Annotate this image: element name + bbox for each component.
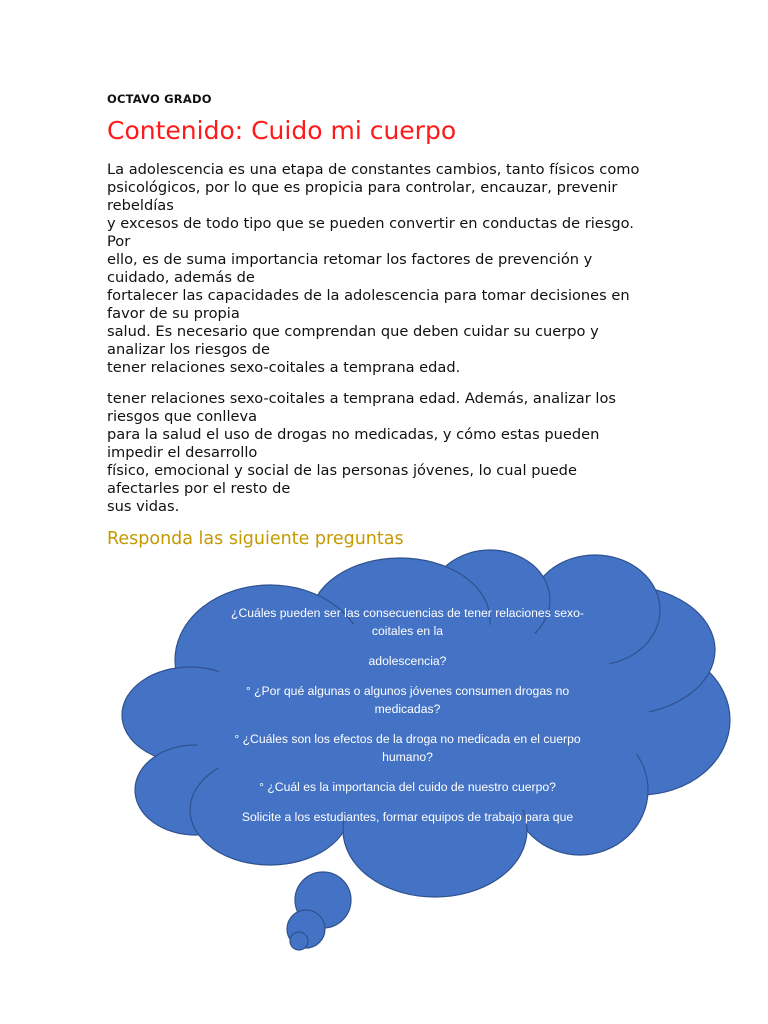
question-line: medicadas? <box>374 702 441 716</box>
paragraph-line: analizar los riesgos de <box>107 341 271 358</box>
paragraph-line: Por <box>107 233 131 250</box>
question-line: coitales en la <box>371 624 444 638</box>
question-line: ° ¿Por qué algunas o algunos jóvenes consumen drogas no <box>245 684 570 698</box>
cloud-tail-bubbles <box>287 872 351 950</box>
paragraph-line: impedir el desarrollo <box>107 444 258 461</box>
questions-heading: Responda las siguiente preguntas <box>107 529 404 549</box>
paragraph-line: tener relaciones sexo-coitales a temprana edad. <box>107 359 461 376</box>
question-line: adolescencia? <box>368 654 447 668</box>
paragraph-line: La adolescencia es una etapa de constantes cambios, tanto físicos como <box>107 161 640 178</box>
paragraph-line: ello, es de suma importancia retomar los factores de prevención y <box>107 251 593 268</box>
paragraph-line: psicológicos, por lo que es propicia para controlar, encauzar, prevenir <box>107 179 618 196</box>
paragraph-line: físico, emocional y social de las personas jóvenes, lo cual puede <box>107 462 577 479</box>
paragraph-line: cuidado, además de <box>107 269 255 286</box>
grade-label: OCTAVO GRADO <box>107 92 212 106</box>
question-line: ° ¿Cuáles son los efectos de la droga no medicada en el cuerpo <box>234 732 581 746</box>
page-title: Contenido: Cuido mi cuerpo <box>107 116 457 145</box>
paragraph-line: para la salud el uso de drogas no medicadas, y cómo estas pueden <box>107 426 600 443</box>
question-line: humano? <box>382 750 433 764</box>
paragraph-line: fortalecer las capacidades de la adolescencia para tomar decisiones en <box>107 287 630 304</box>
cloud-questions <box>215 604 600 826</box>
paragraph-line: y excesos de todo tipo que se pueden convertir en conductas de riesgo. <box>107 215 634 232</box>
paragraph-line: sus vidas. <box>107 498 180 515</box>
paragraph-line: rebeldías <box>107 197 174 214</box>
paragraph-line: riesgos que conlleva <box>107 408 258 425</box>
paragraph-line: afectarles por el resto de <box>107 480 291 497</box>
paragraph-line: salud. Es necesario que comprendan que deben cuidar su cuerpo y <box>107 323 599 340</box>
paragraph-line: tener relaciones sexo-coitales a temprana edad. Además, analizar los <box>107 390 616 407</box>
question-line: ¿Cuáles pueden ser las consecuencias de tener relaciones sexo- <box>231 606 584 620</box>
paragraph-line: favor de su propia <box>107 305 240 322</box>
question-line: Solicite a los estudiantes, formar equipos de trabajo para que <box>241 810 574 824</box>
question-line: ° ¿Cuál es la importancia del cuido de nuestro cuerpo? <box>259 780 556 794</box>
